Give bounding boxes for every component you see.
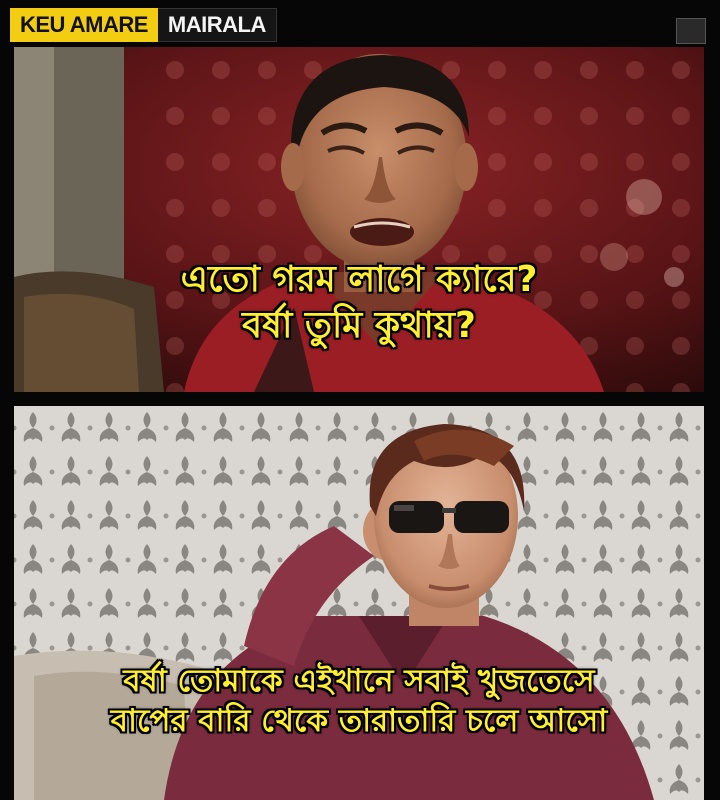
- bottom-caption-line-2: বাপের বারি থেকে তারাতারি চলে আসো: [110, 702, 608, 739]
- bottom-caption-line-1: বর্ষা তোমাকে এইখানে সবাই খুজতেসে: [123, 663, 595, 699]
- top-caption-line-2: বর্ষা তুমি কুথায়?: [242, 305, 476, 347]
- channel-watermark: [676, 18, 706, 44]
- top-caption: [14, 257, 704, 349]
- bottom-caption: [14, 662, 704, 741]
- brand-left-text: KEU AMARE: [10, 8, 158, 42]
- top-panel: [14, 47, 704, 392]
- brand-right-text: MAIRALA: [158, 8, 277, 42]
- top-caption-line-1: এতো গরম লাগে ক্যারে?: [180, 259, 538, 300]
- brand-logo: [10, 8, 277, 42]
- bottom-panel: [14, 406, 704, 800]
